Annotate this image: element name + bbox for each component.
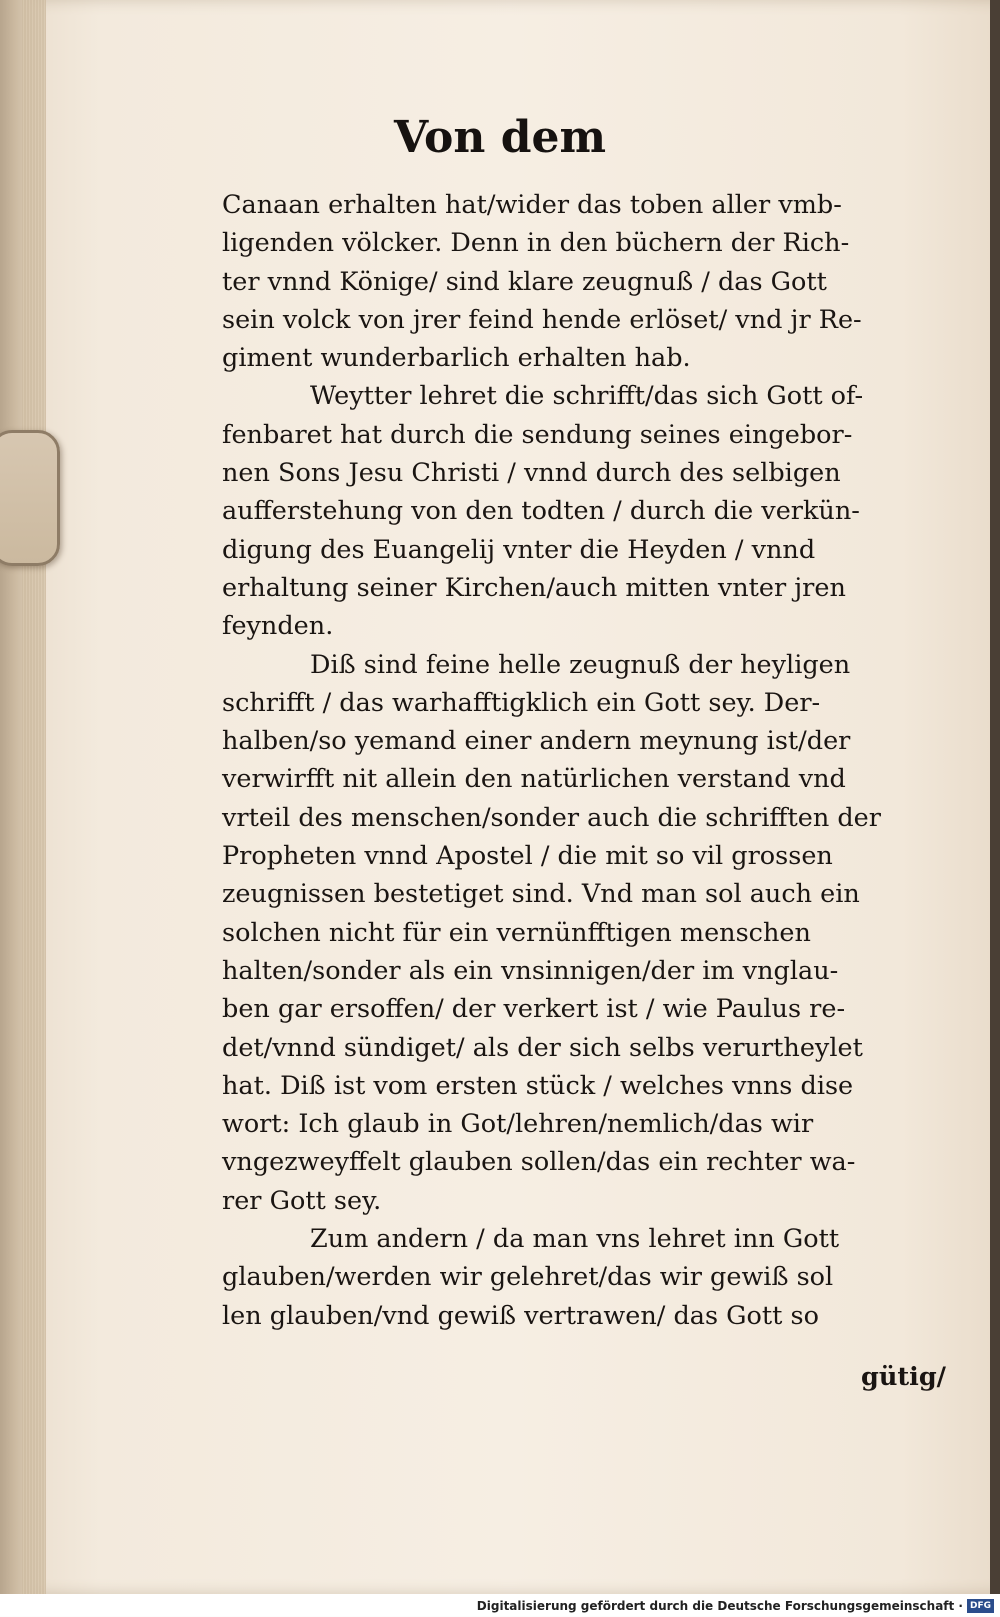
- text-line: ben gar ersoffen/ der verkert ist / wie Paulus re-: [222, 994, 846, 1025]
- text-line: Propheten vnnd Apostel / die mit so vil grossen: [222, 841, 833, 872]
- text-line: feynden.: [222, 611, 334, 642]
- text-line: vngezweyffelt glauben sollen/das ein rechter wa-: [222, 1147, 856, 1178]
- text-line: glauben/werden wir gelehret/das wir gewiß sol: [222, 1262, 834, 1293]
- body-text: [222, 186, 942, 1335]
- digitization-footer: [0, 1594, 1000, 1616]
- text-line: giment wunderbarlich erhalten hab.: [222, 343, 691, 374]
- running-headline: Von dem: [393, 112, 607, 163]
- text-line: zeugnissen bestetiget sind. Vnd man sol auch ein: [222, 879, 860, 910]
- catchword: gütig/: [861, 1362, 946, 1392]
- scan-border: [990, 0, 1000, 1594]
- text-line: wort: Ich glaub in Got/lehren/nemlich/das wir: [222, 1109, 814, 1140]
- text-line: halben/so yemand einer andern meynung ist/der: [222, 726, 851, 757]
- text-line: halten/sonder als ein vnsinnigen/der im vnglau-: [222, 955, 839, 986]
- text-line: verwirfft nit allein den natürlichen verstand vnd: [222, 764, 846, 795]
- text-line: aufferstehung von den todten / durch die verkün-: [222, 496, 860, 527]
- text-line: Diß sind feine helle zeugnuß der heyligen: [310, 649, 851, 680]
- text-line: rer Gott sey.: [222, 1185, 382, 1216]
- page-stack-edge: [22, 0, 46, 1594]
- text-line: schrifft / das warhafftigklich ein Gott sey. Der-: [222, 687, 821, 718]
- text-line: Weytter lehret die schrifft/das sich Gott of-: [310, 381, 864, 412]
- text-line: hat. Diß ist vom ersten stück / welches vnns dise: [222, 1070, 854, 1101]
- footer-credit: Digitalisierung gefördert durch die Deutsche Forschungsgemeinschaft ·: [476, 1598, 963, 1613]
- text-line: erhaltung seiner Kirchen/auch mitten vnter jren: [222, 572, 846, 603]
- text-line: solchen nicht für ein vernünfftigen menschen: [222, 917, 811, 948]
- text-line: vrteil des menschen/sonder auch die schrifften der: [222, 802, 881, 833]
- text-line: fenbaret hat durch die sendung seines eingebor-: [222, 419, 853, 450]
- dfg-logo: DFG: [967, 1599, 994, 1613]
- text-line: ligenden völcker. Denn in den büchern der Rich-: [222, 228, 850, 259]
- text-line: det/vnnd sündiget/ als der sich selbs verurtheylet: [222, 1032, 863, 1063]
- text-line: Zum andern / da man vns lehret inn Gott: [310, 1224, 840, 1255]
- text-line: sein volck von jrer feind hende erlöset/ vnd jr Re-: [222, 304, 862, 335]
- book-clasp: [0, 430, 60, 566]
- text-line: Canaan erhalten hat/wider das toben aller vmb-: [222, 190, 842, 220]
- text-line: len glauben/vnd gewiß vertrawen/ das Gott so: [222, 1300, 819, 1331]
- text-line: nen Sons Jesu Christi / vnnd durch des selbigen: [222, 458, 841, 489]
- text-line: digung des Euangelij vnter die Heyden / vnnd: [222, 534, 816, 565]
- text-line: ter vnnd Könige/ sind klare zeugnuß / das Gott: [222, 266, 827, 297]
